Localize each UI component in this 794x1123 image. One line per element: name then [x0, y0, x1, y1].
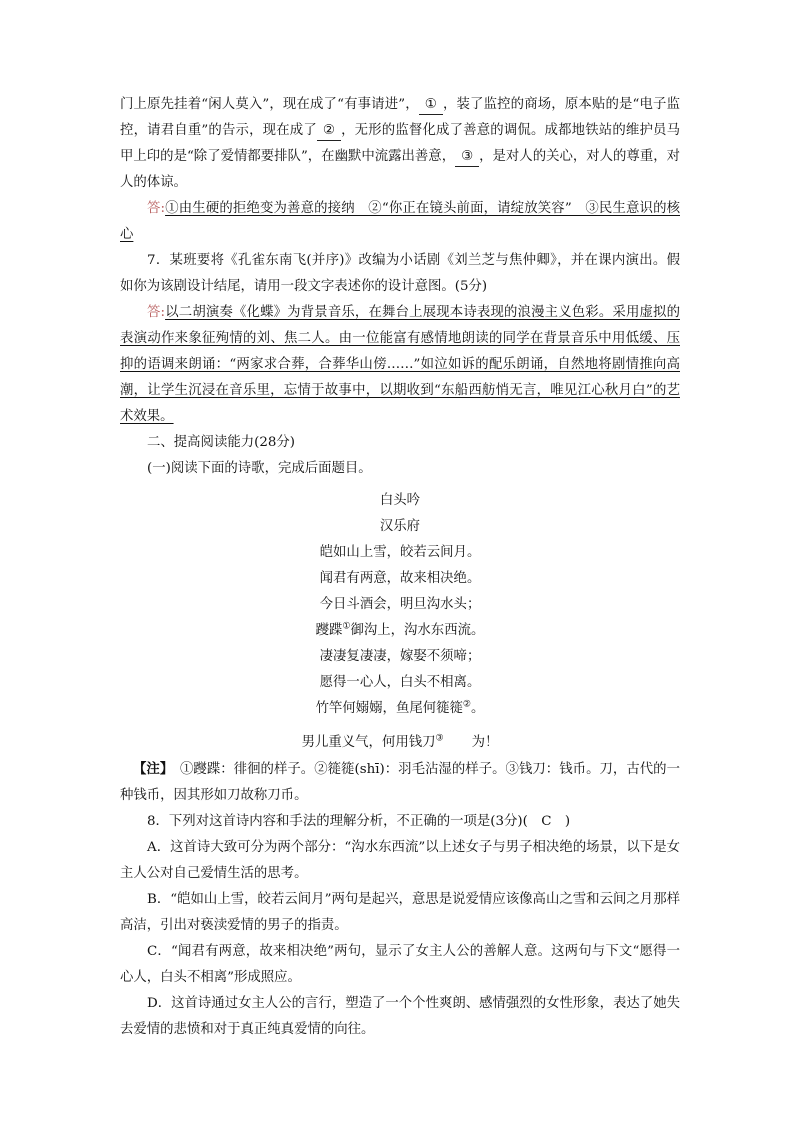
- section-subheading: (一)阅读下面的诗歌，完成后面题目。: [147, 461, 372, 476]
- q6-answer: [120, 196, 680, 248]
- q8-question: 8．下列对这首诗内容和手法的理解分析，不正确的一项是(3分)( C ): [147, 814, 571, 829]
- q7-answer: [120, 300, 680, 430]
- footnote-marker: ①: [342, 621, 351, 632]
- footnote-marker: ②: [462, 699, 471, 710]
- section-heading: 二、提高阅读能力(28分): [147, 435, 296, 450]
- poem-line: 凄凄复凄凄，嫁娶不须啼；: [319, 649, 481, 664]
- poem-line: [120, 696, 680, 722]
- q6-answer-text: ①由生硬的拒绝变为善意的接纳 ②“你正在镜头前面，请绽放笑容” ③民生意识的核心: [120, 201, 680, 242]
- q8-option-b: B．“皑如山上雪，皎若云间月”两句是起兴，意思是说爱情应该像高山之雪和云间之月那样高洁，引出对亵渎爱情的男子的指责。: [120, 892, 680, 933]
- poem-text: 竹竿何嫋嫋，鱼尾何簁簁: [315, 701, 463, 716]
- q6-blank-2: ②: [317, 122, 341, 141]
- poem-note: [120, 756, 680, 809]
- poem-line: 今日斗酒会，明旦沟水头；: [319, 597, 481, 612]
- poem-line: 愿得一心人，白头不相离。: [319, 675, 481, 690]
- poem-text: 御沟上，沟水东西流。: [350, 623, 485, 638]
- q6-answer-label: 答:: [147, 201, 166, 216]
- poem-author: 汉乐府: [379, 519, 421, 534]
- q6-text-4: ，是对人的关心，对人的尊重，对人的体谅。: [120, 149, 681, 190]
- poem-line: 皑如山上雪，皎若云间月。: [319, 545, 481, 560]
- q7-question: 7．某班要将《孔雀东南飞(并序)》改编为小话剧《刘兰芝与焦仲卿》，并在课内演出。假如你为该剧设计结尾，请用一段文字表述你的设计意图。(5分): [120, 253, 680, 294]
- note-label: 【注】: [133, 761, 167, 777]
- q8-option-d: D．这首诗通过女主人公的言行，塑造了一个个性爽朗、感情强烈的女性形象，表达了她失去爱情的悲愤和对于真正纯真爱情的向往。: [120, 996, 680, 1037]
- poem-text: 躞蹀: [315, 623, 343, 638]
- poem-text: 男儿重义气，何用钱刀: [301, 735, 436, 750]
- footnote-marker: ③: [435, 733, 444, 744]
- poem-line: [120, 618, 680, 644]
- q7-answer-label: 答:: [147, 305, 166, 320]
- q6-text-3: ，无形的监督化成了善意的调侃。成都地铁站的维护员马甲上印的是“除了爱情都要排队”，在幽默中流露出善意，: [120, 123, 680, 164]
- poem-title: 白头吟: [379, 493, 421, 508]
- poem-line: 闻君有两意，故来相决绝。: [319, 571, 481, 586]
- document-page: [120, 92, 680, 1043]
- q7-answer-text: 以二胡演奏《化蝶》为背景音乐，在舞台上展现本诗表现的浪漫主义色彩。采用虚拟的表演动作来象征殉情的刘、焦二人。由一位能富有感情地朗读的同学在背景音乐中用低缓、压抑的语调来朗诵：“两家求合葬，合葬华山傍……”如泣如诉的配乐朗诵，自然地将剧情推向高潮，让学生沉浸在音乐里，忘情于故事中，以期收到“东船西舫悄无言，唯见江心秋月白”的艺术效果。: [120, 305, 680, 424]
- q6-passage: [120, 92, 680, 196]
- q6-blank-3: ③: [455, 148, 479, 167]
- q8-option-a: A．这首诗大致可分为两个部分：“沟水东西流”以上述女子与男子相决绝的场景，以下是女主人公对自己爱情生活的思考。: [120, 840, 680, 881]
- q6-text-2: ，装了监控的商场，原本贴的是“电子监控，请君自重”的告示，现在成了: [120, 97, 680, 138]
- poem-text: 为！: [471, 735, 499, 750]
- q8-option-c: C．“闻君有两意，故来相决绝”两句，显示了女主人公的善解人意。这两句与下文“愿得一心人，白头不相离”形成照应。: [120, 944, 680, 985]
- q6-text-1: 门上原先挂着“闲人莫入”，现在成了“有事请进”，: [120, 97, 419, 112]
- poem-line: [120, 730, 680, 756]
- note-text: ①躞蹀：徘徊的样子。②簁簁(shī)：羽毛沾湿的样子。③钱刀：钱币。刀，古代的一种钱币，因其形如刀故称刀币。: [120, 762, 680, 803]
- q6-blank-1: ①: [419, 96, 443, 115]
- poem-text: 。: [470, 701, 485, 716]
